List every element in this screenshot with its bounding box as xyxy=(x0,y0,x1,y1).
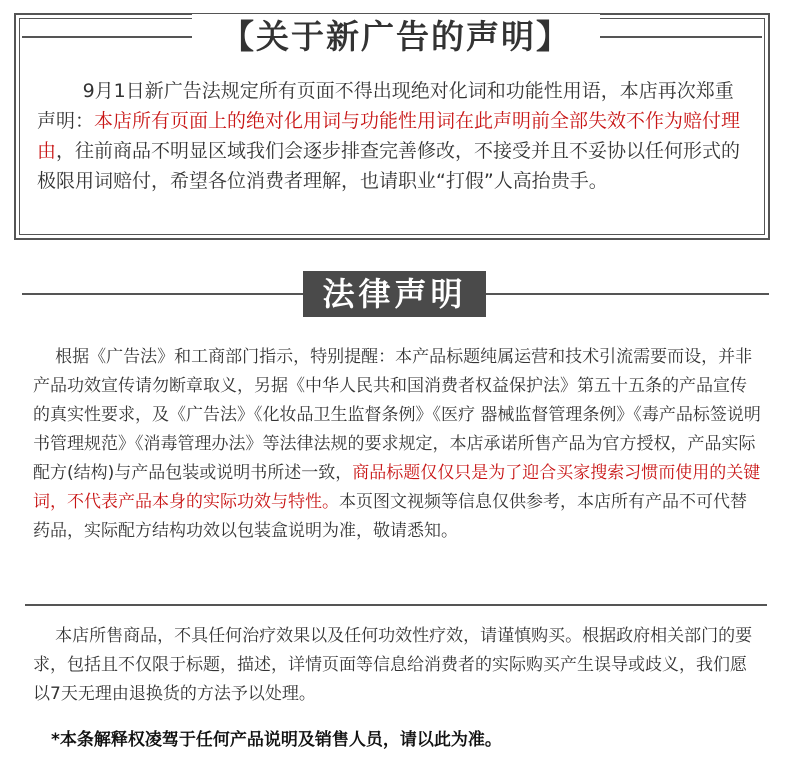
notice-body xyxy=(37,76,752,196)
law-title: 法律声明 xyxy=(303,271,486,317)
notice-title-rule-left xyxy=(22,36,192,38)
sales-body xyxy=(33,622,761,709)
law-text-2: 本页图文视频等信息仅供参考，本店所有产品不可代替药品，实际配方结构功效以包装盒说明为准，敬请悉知。 xyxy=(33,492,747,541)
notice-text-2: ，往前商品不明显区域我们会逐步排查完善修改，不接受并且不妥协以任何形式的极限用词赔付，希望各位消费者理解，也请职业“打假”人高抬贵手。 xyxy=(37,140,741,192)
notice-title: 【关于新广告的声明】 xyxy=(192,14,600,60)
law-text-1: 根据《广告法》和工商部门指示，特别提醒：本产品标题纯属运营和技术引流需要而设，并非产品功效宣传请勿断章取义，另据《中华人民共和国消费者权益保护法》第五十五条的产品宣传的真实性要求，及《广告法》《化妆品卫生监督条例》《医疗 器械监督管理条例》《毒产品标签说明书管理规范》《消毒管理办法》等法律法规的要求规定，本店承诺所售产品为官方授权，产品实际配方(结构)与产品包装或说明书所述一致， xyxy=(33,347,761,483)
section-divider xyxy=(25,604,767,606)
law-body xyxy=(33,343,761,546)
law-title-rule-right xyxy=(486,293,769,295)
footnote: *本条解释权凌驾于任何产品说明及销售人员，请以此为准。 xyxy=(51,730,502,750)
notice-text-highlight: 本店所有页面上的绝对化用词与功能性用词在此声明前全部失效不作为赔付理由 xyxy=(37,110,741,162)
notice-title-rule-right xyxy=(600,36,762,38)
law-paragraph xyxy=(33,343,761,546)
notice-text-1: 9月1日新广告法规定所有页面不得出现绝对化词和功能性用语，本店再次郑重声明： xyxy=(37,80,734,132)
law-header xyxy=(0,271,790,317)
sales-paragraph: 本店所售商品，不具任何治疗效果以及任何功效性疗效，请谨慎购买。根据政府相关部门的要求，包括且不仅限于标题，描述，详情页面等信息给消费者的实际购买产生误导或歧义，我们愿以7天无理由退换货的方法予以处理。 xyxy=(33,626,753,704)
notice-header xyxy=(0,14,790,60)
law-text-highlight: 商品标题仅仅只是为了迎合买家搜索习惯而使用的关键词，不代表产品本身的实际功效与特性。 xyxy=(33,463,761,512)
notice-paragraph xyxy=(37,76,752,196)
law-title-rule-left xyxy=(22,293,303,295)
